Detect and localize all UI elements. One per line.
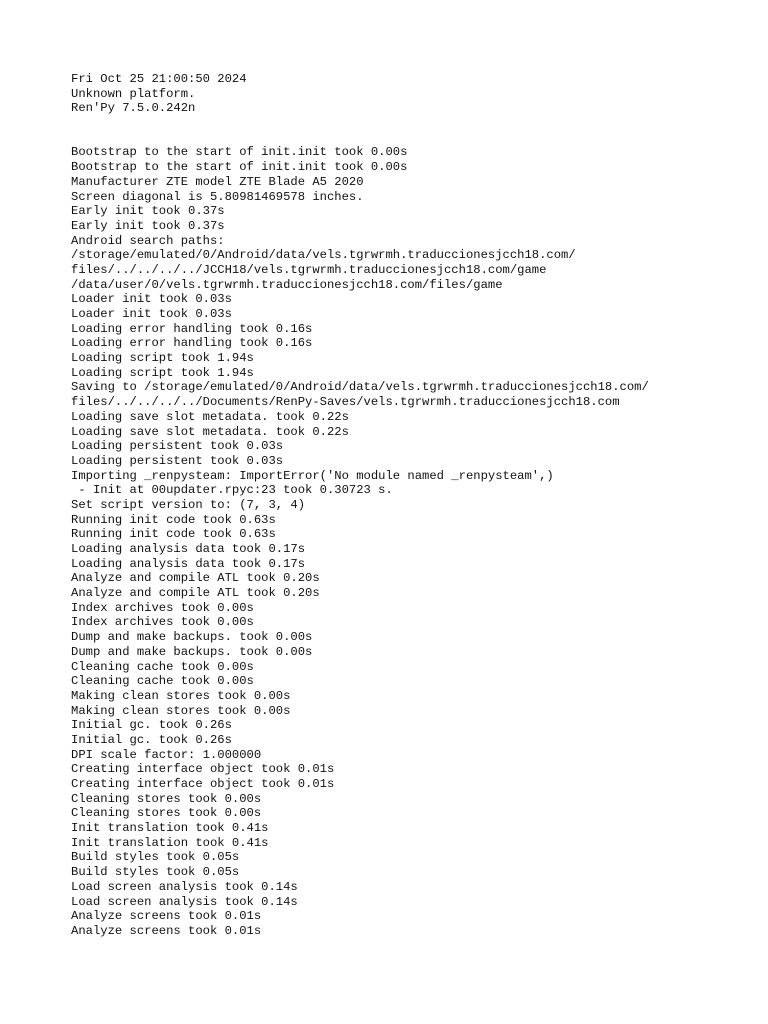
log-line: Making clean stores took 0.00s xyxy=(71,703,291,718)
log-line: Analyze and compile ATL took 0.20s xyxy=(71,571,320,586)
log-line: Loading save slot metadata. took 0.22s xyxy=(71,424,349,439)
log-line: Ren'Py 7.5.0.242n xyxy=(71,101,196,116)
log-line: Bootstrap to the start of init.init took 0.00s xyxy=(71,145,408,160)
log-line: Initial gc. took 0.26s xyxy=(71,732,232,747)
log-line: Fri Oct 25 21:00:50 2024 xyxy=(71,72,247,86)
log-line: files/../../../../Documents/RenPy-Saves/vels.tgrwrmh.traduccionesjcch18.com xyxy=(71,395,620,410)
log-line: Creating interface object took 0.01s xyxy=(71,777,335,791)
log-line: Index archives took 0.00s xyxy=(71,600,254,615)
log-line: Set script version to: (7, 3, 4) xyxy=(71,497,306,512)
log-line: Running init code took 0.63s xyxy=(71,512,276,527)
log-line: Load screen analysis took 0.14s xyxy=(71,879,298,894)
log-line: files/../../../../JCCH18/vels.tgrwrmh.traduccionesjcch18.com/game xyxy=(71,262,547,277)
log-line: Loading analysis data took 0.17s xyxy=(71,556,306,571)
log-line: DPI scale factor: 1.000000 xyxy=(71,747,262,762)
log-line: Build styles took 0.05s xyxy=(71,850,240,865)
log-line: Dump and make backups. took 0.00s xyxy=(71,630,313,645)
log-line: - Init at 00updater.rpyc:23 took 0.30723 s. xyxy=(71,483,393,498)
log-line: Creating interface object took 0.01s xyxy=(71,762,335,777)
log-text-block xyxy=(71,72,761,939)
log-line: Build styles took 0.05s xyxy=(71,865,240,880)
log-line: Loading script took 1.94s xyxy=(71,365,254,380)
log-line: Cleaning cache took 0.00s xyxy=(71,659,254,674)
log-line: Loader init took 0.03s xyxy=(71,292,232,307)
log-line: Screen diagonal is 5.80981469578 inches. xyxy=(71,189,364,204)
log-line: Loading persistent took 0.03s xyxy=(71,439,284,454)
log-line: Loading error handling took 0.16s xyxy=(71,321,313,336)
log-line: Importing _renpysteam: ImportError('No module named _renpysteam',) xyxy=(71,468,554,483)
log-line: Loading error handling took 0.16s xyxy=(71,336,313,351)
log-line: Loading save slot metadata. took 0.22s xyxy=(71,409,349,424)
blank-line xyxy=(71,116,761,131)
log-line: Loading analysis data took 0.17s xyxy=(71,542,306,556)
log-line: Manufacturer ZTE model ZTE Blade A5 2020 xyxy=(71,174,364,189)
log-line: Init translation took 0.41s xyxy=(71,835,269,850)
log-line: Bootstrap to the start of init.init took 0.00s xyxy=(71,160,408,175)
log-line: Android search paths: xyxy=(71,233,225,248)
log-line: Loading script took 1.94s xyxy=(71,351,254,366)
log-line: Cleaning cache took 0.00s xyxy=(71,674,254,689)
log-line: Load screen analysis took 0.14s xyxy=(71,894,298,909)
log-line: Running init code took 0.63s xyxy=(71,527,276,542)
log-line: /storage/emulated/0/Android/data/vels.tgrwrmh.traduccionesjcch18.com/ xyxy=(71,248,576,263)
log-line: Making clean stores took 0.00s xyxy=(71,688,291,703)
log-line: Early init took 0.37s xyxy=(71,218,225,233)
log-line: /data/user/0/vels.tgrwrmh.traduccionesjcch18.com/files/game xyxy=(71,277,503,292)
log-line: Dump and make backups. took 0.00s xyxy=(71,644,313,659)
log-line: Analyze and compile ATL took 0.20s xyxy=(71,586,320,601)
log-line: Saving to /storage/emulated/0/Android/data/vels.tgrwrmh.traduccionesjcch18.com/ xyxy=(71,380,649,395)
log-line: Cleaning stores took 0.00s xyxy=(71,791,262,806)
log-line: Cleaning stores took 0.00s xyxy=(71,806,262,821)
log-line: Loader init took 0.03s xyxy=(71,307,232,321)
log-line: Init translation took 0.41s xyxy=(71,821,269,836)
log-line: Early init took 0.37s xyxy=(71,204,225,219)
log-line: Initial gc. took 0.26s xyxy=(71,718,232,733)
log-line: Unknown platform. xyxy=(71,86,196,101)
log-line: Loading persistent took 0.03s xyxy=(71,453,284,468)
blank-line xyxy=(71,131,761,146)
log-line: Analyze screens took 0.01s xyxy=(71,909,262,924)
log-line: Analyze screens took 0.01s xyxy=(71,923,262,938)
log-line: Index archives took 0.00s xyxy=(71,615,254,630)
